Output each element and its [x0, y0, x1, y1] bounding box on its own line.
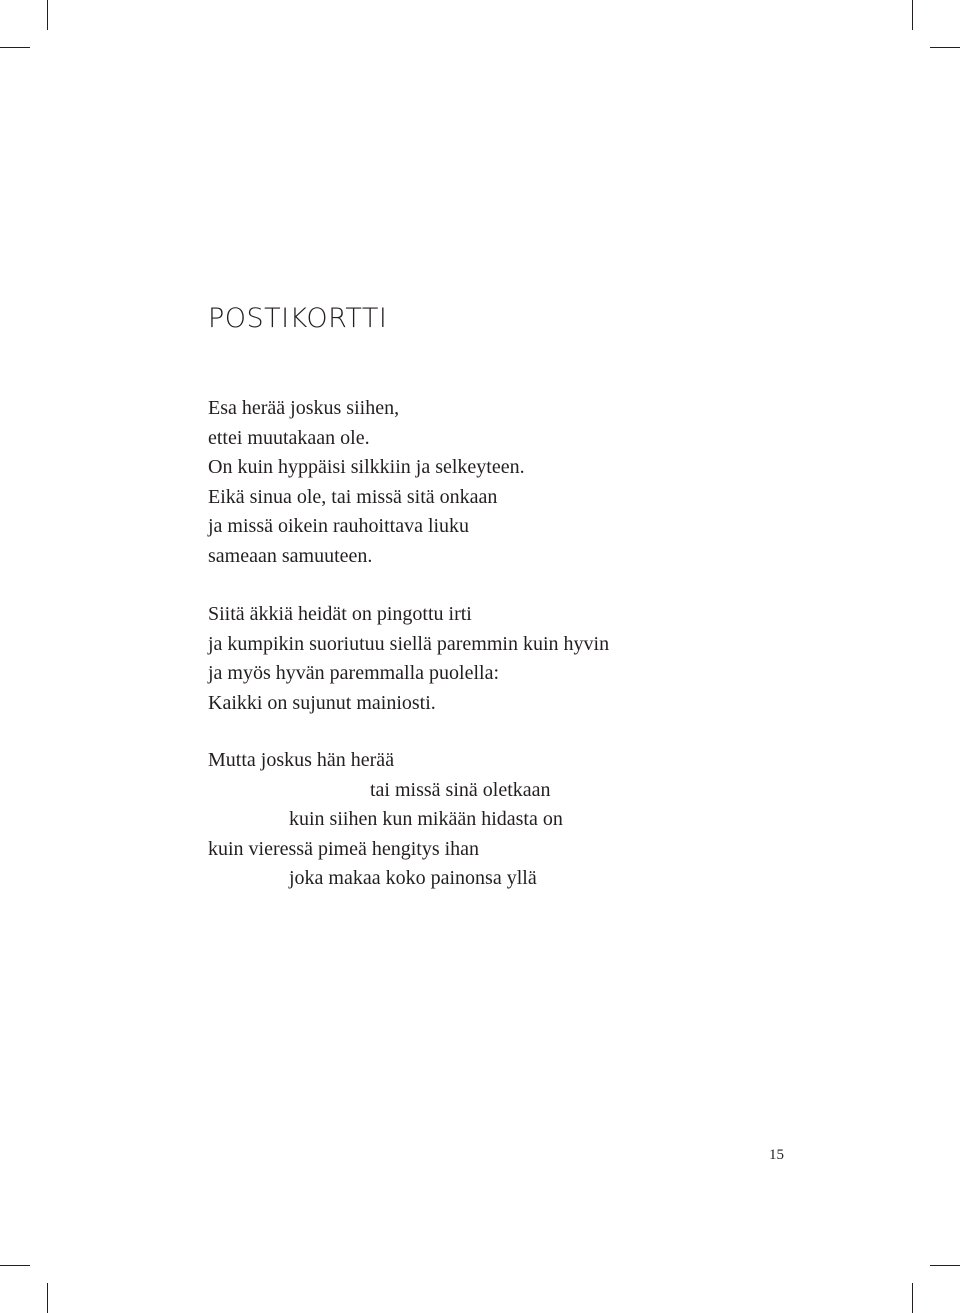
crop-mark-bottom-right-horizontal — [930, 1265, 960, 1266]
crop-mark-bottom-left-horizontal — [0, 1265, 30, 1266]
crop-mark-bottom-right-vertical — [912, 1283, 913, 1313]
poem-line-indented: kuin siihen kun mikään hidasta on — [289, 808, 563, 831]
poem-line-indented: tai missä sinä oletkaan — [370, 778, 551, 801]
poem-line-indented: joka makaa koko painonsa yllä — [289, 867, 537, 890]
poem-line: Esa herää joskus siihen, — [208, 397, 400, 419]
poem-title: POSTIKORTTI — [208, 303, 388, 334]
crop-mark-bottom-left-vertical — [47, 1283, 48, 1313]
poem-line: Eikä sinua ole, tai missä sitä onkaan — [208, 485, 498, 508]
poem-line: Siitä äkkiä heidät on pingottu irti — [208, 603, 472, 625]
crop-mark-top-left-horizontal — [0, 47, 30, 48]
poem-line: Kaikki on sujunut mainiosti. — [208, 691, 436, 714]
poem-line: ettei muutakaan ole. — [208, 426, 370, 449]
stanza-2 — [208, 600, 609, 718]
stanza-3 — [208, 746, 563, 894]
poem-line: ja kumpikin suoriutuu siellä paremmin kuin hyvin — [208, 632, 610, 655]
poem-line: ja myös hyvän paremmalla puolella: — [208, 662, 500, 685]
page-number: 15 — [769, 1147, 784, 1163]
poem-line: ja missä oikein rauhoittava liuku — [208, 515, 470, 538]
crop-mark-top-left-vertical — [47, 0, 48, 30]
poem-line: On kuin hyppäisi silkkiin ja selkeyteen. — [208, 456, 525, 479]
stanza-1 — [208, 394, 525, 572]
poem-line: sameaan samuuteen. — [208, 544, 373, 567]
crop-mark-top-right-vertical — [912, 0, 913, 30]
crop-mark-top-right-horizontal — [930, 47, 960, 48]
poem-line: Mutta joskus hän herää — [208, 749, 395, 771]
poem-line: kuin vieressä pimeä hengitys ihan — [208, 837, 480, 860]
